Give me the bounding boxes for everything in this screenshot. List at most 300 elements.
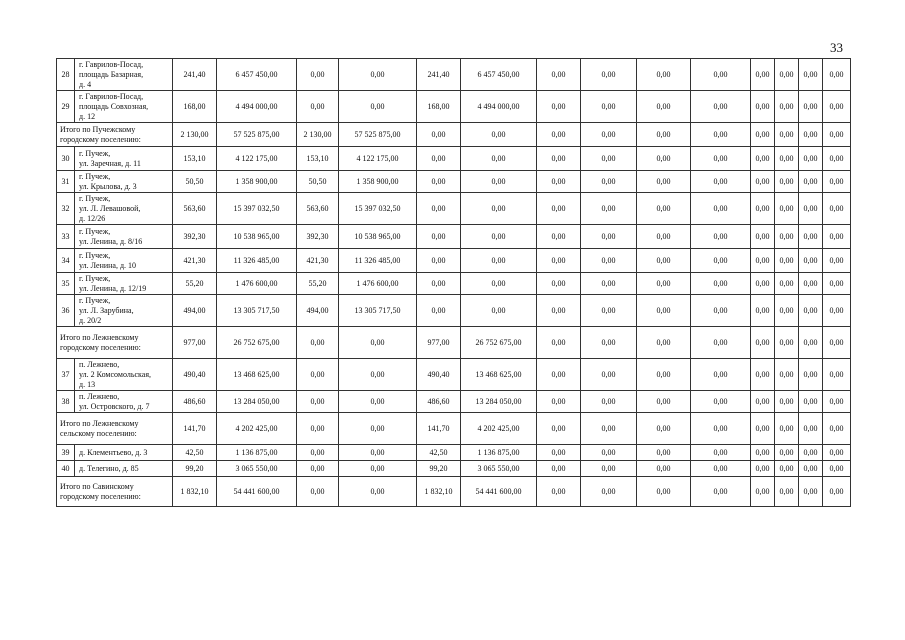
value-cell: 0,00 — [339, 359, 417, 391]
row-number: 37 — [57, 359, 75, 391]
value-cell: 0,00 — [297, 359, 339, 391]
address-line: ул. Л. Левашовой, — [79, 203, 141, 213]
address-cell — [75, 91, 173, 123]
value-cell: 4 202 425,00 — [461, 413, 537, 445]
value-cell: 486,60 — [173, 391, 217, 413]
value-cell: 0,00 — [775, 249, 799, 273]
address-line: ул. Л. Зарубина, — [79, 305, 134, 315]
value-cell: 421,30 — [173, 249, 217, 273]
value-cell: 0,00 — [581, 59, 637, 91]
value-cell: 0,00 — [581, 477, 637, 507]
value-cell: 0,00 — [637, 461, 691, 477]
address-cell — [75, 391, 173, 413]
value-cell: 0,00 — [581, 327, 637, 359]
row-number: 30 — [57, 147, 75, 171]
value-cell: 563,60 — [173, 193, 217, 225]
value-cell: 0,00 — [823, 171, 851, 193]
value-cell: 0,00 — [691, 147, 751, 171]
value-cell: 0,00 — [537, 327, 581, 359]
value-cell: 0,00 — [537, 193, 581, 225]
value-cell: 141,70 — [417, 413, 461, 445]
value-cell: 563,60 — [297, 193, 339, 225]
table-row — [57, 193, 851, 225]
value-cell: 0,00 — [637, 273, 691, 295]
row-number: 36 — [57, 295, 75, 327]
value-cell: 55,20 — [173, 273, 217, 295]
value-cell: 0,00 — [823, 147, 851, 171]
value-cell: 0,00 — [581, 225, 637, 249]
value-cell: 0,00 — [751, 225, 775, 249]
value-cell: 0,00 — [537, 171, 581, 193]
value-cell: 0,00 — [637, 59, 691, 91]
subtotal-row — [57, 413, 851, 445]
value-cell: 0,00 — [461, 147, 537, 171]
value-cell: 0,00 — [537, 225, 581, 249]
value-cell: 0,00 — [637, 147, 691, 171]
value-cell: 0,00 — [751, 445, 775, 461]
value-cell: 0,00 — [537, 445, 581, 461]
value-cell: 0,00 — [537, 273, 581, 295]
value-cell: 0,00 — [637, 171, 691, 193]
value-cell: 0,00 — [297, 477, 339, 507]
subtotal-row — [57, 123, 851, 147]
value-cell: 1 832,10 — [173, 477, 217, 507]
address-cell — [75, 445, 173, 461]
address-line: д. 12/26 — [79, 213, 106, 223]
value-cell: 0,00 — [775, 461, 799, 477]
value-cell: 57 525 875,00 — [217, 123, 297, 147]
value-cell: 392,30 — [173, 225, 217, 249]
address-line: ул. Заречная, д. 11 — [79, 158, 141, 168]
value-cell: 13 305 717,50 — [339, 295, 417, 327]
value-cell: 494,00 — [173, 295, 217, 327]
value-cell: 26 752 675,00 — [461, 327, 537, 359]
value-cell: 0,00 — [297, 391, 339, 413]
table-row — [57, 273, 851, 295]
value-cell: 0,00 — [417, 147, 461, 171]
value-cell: 2 130,00 — [297, 123, 339, 147]
address-line: ул. Ленина, д. 12/19 — [79, 283, 147, 293]
value-cell: 0,00 — [537, 413, 581, 445]
value-cell: 0,00 — [775, 59, 799, 91]
value-cell: 241,40 — [417, 59, 461, 91]
value-cell: 0,00 — [823, 327, 851, 359]
value-cell: 0,00 — [823, 59, 851, 91]
value-cell: 0,00 — [581, 461, 637, 477]
value-cell: 0,00 — [751, 295, 775, 327]
row-number: 32 — [57, 193, 75, 225]
value-cell: 3 065 550,00 — [217, 461, 297, 477]
value-cell: 0,00 — [581, 273, 637, 295]
value-cell: 0,00 — [537, 477, 581, 507]
value-cell: 0,00 — [775, 273, 799, 295]
value-cell: 0,00 — [799, 123, 823, 147]
value-cell: 0,00 — [417, 171, 461, 193]
value-cell: 0,00 — [691, 249, 751, 273]
value-cell: 0,00 — [637, 295, 691, 327]
value-cell: 0,00 — [823, 391, 851, 413]
subtotal-label-line: городскому поселению: — [60, 342, 141, 352]
row-number: 28 — [57, 59, 75, 91]
address-line: д. 13 — [79, 379, 96, 389]
value-cell: 0,00 — [297, 461, 339, 477]
value-cell: 4 494 000,00 — [461, 91, 537, 123]
address-cell — [75, 225, 173, 249]
value-cell: 0,00 — [799, 91, 823, 123]
value-cell: 50,50 — [297, 171, 339, 193]
value-cell: 0,00 — [823, 295, 851, 327]
value-cell: 1 832,10 — [417, 477, 461, 507]
value-cell: 0,00 — [461, 295, 537, 327]
value-cell: 153,10 — [297, 147, 339, 171]
value-cell: 0,00 — [823, 91, 851, 123]
value-cell: 10 538 965,00 — [217, 225, 297, 249]
value-cell: 0,00 — [537, 391, 581, 413]
address-cell — [75, 59, 173, 91]
value-cell: 0,00 — [581, 295, 637, 327]
address-line: д. Телегино, д. 85 — [79, 463, 139, 473]
value-cell: 0,00 — [637, 249, 691, 273]
value-cell: 0,00 — [537, 91, 581, 123]
table-row — [57, 295, 851, 327]
address-cell — [75, 249, 173, 273]
value-cell: 0,00 — [339, 445, 417, 461]
value-cell: 0,00 — [751, 59, 775, 91]
value-cell: 421,30 — [297, 249, 339, 273]
value-cell: 15 397 032,50 — [217, 193, 297, 225]
row-number: 33 — [57, 225, 75, 249]
value-cell: 0,00 — [751, 249, 775, 273]
address-line: д. Клементьево, д. 3 — [79, 447, 148, 457]
value-cell: 0,00 — [339, 461, 417, 477]
value-cell: 1 136 875,00 — [217, 445, 297, 461]
address-line: ул. Крылова, д. 3 — [79, 181, 137, 191]
address-line: г. Пучеж, — [79, 193, 111, 203]
subtotal-label-line: Итого по Пучежскому — [60, 124, 136, 134]
value-cell: 2 130,00 — [173, 123, 217, 147]
value-cell: 0,00 — [339, 327, 417, 359]
row-number: 29 — [57, 91, 75, 123]
value-cell: 0,00 — [461, 193, 537, 225]
value-cell: 0,00 — [823, 445, 851, 461]
value-cell: 0,00 — [691, 477, 751, 507]
value-cell: 11 326 485,00 — [217, 249, 297, 273]
value-cell: 0,00 — [581, 193, 637, 225]
value-cell: 0,00 — [823, 461, 851, 477]
value-cell: 0,00 — [751, 359, 775, 391]
value-cell: 0,00 — [461, 249, 537, 273]
value-cell: 13 305 717,50 — [217, 295, 297, 327]
value-cell: 0,00 — [775, 391, 799, 413]
value-cell: 0,00 — [637, 391, 691, 413]
value-cell: 0,00 — [581, 91, 637, 123]
address-line: г. Гаврилов-Посад, — [79, 91, 144, 101]
housing-program-table — [56, 58, 851, 507]
value-cell: 1 476 600,00 — [339, 273, 417, 295]
value-cell: 0,00 — [823, 225, 851, 249]
value-cell: 13 468 625,00 — [461, 359, 537, 391]
value-cell: 486,60 — [417, 391, 461, 413]
value-cell: 0,00 — [417, 273, 461, 295]
value-cell: 1 358 900,00 — [217, 171, 297, 193]
subtotal-label — [57, 327, 173, 359]
value-cell: 0,00 — [775, 123, 799, 147]
address-line: площадь Совхозная, — [79, 101, 149, 111]
value-cell: 0,00 — [297, 59, 339, 91]
value-cell: 0,00 — [581, 123, 637, 147]
subtotal-row — [57, 327, 851, 359]
value-cell: 0,00 — [691, 391, 751, 413]
value-cell: 0,00 — [775, 147, 799, 171]
value-cell: 3 065 550,00 — [461, 461, 537, 477]
value-cell: 0,00 — [823, 413, 851, 445]
value-cell: 0,00 — [799, 445, 823, 461]
address-line: г. Пучеж, — [79, 226, 111, 236]
value-cell: 977,00 — [173, 327, 217, 359]
value-cell: 0,00 — [799, 59, 823, 91]
value-cell: 490,40 — [173, 359, 217, 391]
value-cell: 0,00 — [297, 327, 339, 359]
value-cell: 0,00 — [637, 413, 691, 445]
value-cell: 241,40 — [173, 59, 217, 91]
value-cell: 0,00 — [581, 413, 637, 445]
value-cell: 0,00 — [297, 91, 339, 123]
address-line: ул. Ленина, д. 10 — [79, 260, 137, 270]
value-cell: 0,00 — [751, 171, 775, 193]
address-line: п. Лежнево, — [79, 391, 120, 401]
address-line: ул. 2 Комсомольская, — [79, 369, 152, 379]
value-cell: 0,00 — [461, 123, 537, 147]
value-cell: 10 538 965,00 — [339, 225, 417, 249]
row-number: 38 — [57, 391, 75, 413]
table-row — [57, 59, 851, 91]
value-cell: 0,00 — [799, 249, 823, 273]
row-number: 39 — [57, 445, 75, 461]
value-cell: 0,00 — [751, 193, 775, 225]
value-cell: 0,00 — [775, 327, 799, 359]
value-cell: 0,00 — [297, 413, 339, 445]
value-cell: 4 202 425,00 — [217, 413, 297, 445]
value-cell: 0,00 — [775, 171, 799, 193]
value-cell: 4 122 175,00 — [339, 147, 417, 171]
subtotal-label-line: городскому поселению: — [60, 134, 141, 144]
value-cell: 0,00 — [581, 171, 637, 193]
address-line: г. Пучеж, — [79, 273, 111, 283]
value-cell: 0,00 — [751, 413, 775, 445]
row-number: 31 — [57, 171, 75, 193]
page-number: 33 — [830, 40, 843, 55]
value-cell: 0,00 — [751, 461, 775, 477]
value-cell: 0,00 — [799, 327, 823, 359]
value-cell: 0,00 — [537, 295, 581, 327]
value-cell: 0,00 — [637, 225, 691, 249]
address-line: г. Пучеж, — [79, 171, 111, 181]
value-cell: 0,00 — [581, 249, 637, 273]
value-cell: 0,00 — [751, 391, 775, 413]
value-cell: 0,00 — [691, 171, 751, 193]
value-cell: 0,00 — [461, 171, 537, 193]
value-cell: 54 441 600,00 — [217, 477, 297, 507]
value-cell: 0,00 — [537, 359, 581, 391]
value-cell: 0,00 — [799, 413, 823, 445]
value-cell: 0,00 — [691, 327, 751, 359]
value-cell: 494,00 — [297, 295, 339, 327]
value-cell: 0,00 — [691, 295, 751, 327]
address-line: г. Пучеж, — [79, 295, 111, 305]
table-row — [57, 445, 851, 461]
table-row — [57, 147, 851, 171]
value-cell: 392,30 — [297, 225, 339, 249]
value-cell: 13 284 050,00 — [217, 391, 297, 413]
table-row — [57, 359, 851, 391]
row-number: 35 — [57, 273, 75, 295]
address-cell — [75, 193, 173, 225]
value-cell: 0,00 — [799, 147, 823, 171]
value-cell: 1 476 600,00 — [217, 273, 297, 295]
value-cell: 0,00 — [823, 273, 851, 295]
table-row — [57, 91, 851, 123]
table-row — [57, 391, 851, 413]
value-cell: 11 326 485,00 — [339, 249, 417, 273]
value-cell: 0,00 — [691, 461, 751, 477]
value-cell: 0,00 — [775, 413, 799, 445]
value-cell: 0,00 — [637, 445, 691, 461]
value-cell: 13 468 625,00 — [217, 359, 297, 391]
value-cell: 0,00 — [581, 391, 637, 413]
row-number: 40 — [57, 461, 75, 477]
value-cell: 0,00 — [581, 359, 637, 391]
value-cell: 0,00 — [799, 359, 823, 391]
value-cell: 0,00 — [537, 461, 581, 477]
value-cell: 0,00 — [775, 91, 799, 123]
value-cell: 0,00 — [775, 225, 799, 249]
value-cell: 0,00 — [339, 477, 417, 507]
address-line: д. 4 — [79, 79, 92, 89]
value-cell: 0,00 — [417, 225, 461, 249]
value-cell: 15 397 032,50 — [339, 193, 417, 225]
value-cell: 1 358 900,00 — [339, 171, 417, 193]
value-cell: 0,00 — [823, 249, 851, 273]
value-cell: 0,00 — [751, 273, 775, 295]
value-cell: 0,00 — [691, 91, 751, 123]
value-cell: 0,00 — [537, 147, 581, 171]
address-cell — [75, 461, 173, 477]
value-cell: 0,00 — [775, 359, 799, 391]
value-cell: 0,00 — [417, 249, 461, 273]
value-cell: 0,00 — [751, 147, 775, 171]
table-row — [57, 225, 851, 249]
value-cell: 57 525 875,00 — [339, 123, 417, 147]
value-cell: 13 284 050,00 — [461, 391, 537, 413]
value-cell: 977,00 — [417, 327, 461, 359]
value-cell: 0,00 — [637, 193, 691, 225]
address-line: ул. Ленина, д. 8/16 — [79, 236, 143, 246]
value-cell: 0,00 — [339, 413, 417, 445]
value-cell: 4 494 000,00 — [217, 91, 297, 123]
value-cell: 0,00 — [581, 445, 637, 461]
value-cell: 99,20 — [417, 461, 461, 477]
value-cell: 0,00 — [751, 327, 775, 359]
value-cell: 0,00 — [799, 193, 823, 225]
value-cell: 0,00 — [799, 461, 823, 477]
subtotal-label — [57, 413, 173, 445]
value-cell: 153,10 — [173, 147, 217, 171]
value-cell: 0,00 — [751, 91, 775, 123]
value-cell: 0,00 — [799, 477, 823, 507]
value-cell: 0,00 — [775, 445, 799, 461]
value-cell: 0,00 — [799, 171, 823, 193]
value-cell: 0,00 — [637, 91, 691, 123]
value-cell: 0,00 — [637, 359, 691, 391]
address-cell — [75, 273, 173, 295]
table-row — [57, 249, 851, 273]
value-cell: 1 136 875,00 — [461, 445, 537, 461]
address-cell — [75, 171, 173, 193]
value-cell: 168,00 — [173, 91, 217, 123]
value-cell: 0,00 — [691, 359, 751, 391]
value-cell: 0,00 — [823, 359, 851, 391]
value-cell: 0,00 — [691, 445, 751, 461]
value-cell: 0,00 — [637, 327, 691, 359]
value-cell: 0,00 — [775, 193, 799, 225]
subtotal-label — [57, 477, 173, 507]
value-cell: 0,00 — [691, 123, 751, 147]
address-cell — [75, 147, 173, 171]
value-cell: 0,00 — [417, 193, 461, 225]
value-cell: 4 122 175,00 — [217, 147, 297, 171]
value-cell: 50,50 — [173, 171, 217, 193]
table-row — [57, 171, 851, 193]
value-cell: 0,00 — [691, 413, 751, 445]
value-cell: 0,00 — [297, 445, 339, 461]
subtotal-label-line: Итого по Савинскому — [60, 481, 134, 491]
value-cell: 0,00 — [799, 225, 823, 249]
value-cell: 141,70 — [173, 413, 217, 445]
address-line: ул. Островского, д. 7 — [79, 401, 150, 411]
value-cell: 0,00 — [691, 225, 751, 249]
value-cell: 0,00 — [691, 59, 751, 91]
subtotal-row — [57, 477, 851, 507]
value-cell: 0,00 — [691, 273, 751, 295]
value-cell: 0,00 — [823, 477, 851, 507]
subtotal-label-line: Итого по Лежневскому — [60, 332, 139, 342]
address-line: г. Пучеж, — [79, 148, 111, 158]
address-line: г. Гаврилов-Посад, — [79, 59, 144, 69]
value-cell: 0,00 — [537, 59, 581, 91]
address-line: площадь Базарная, — [79, 69, 144, 79]
subtotal-label — [57, 123, 173, 147]
value-cell: 55,20 — [297, 273, 339, 295]
value-cell: 490,40 — [417, 359, 461, 391]
address-line: г. Пучеж, — [79, 250, 111, 260]
address-line: д. 12 — [79, 111, 96, 121]
address-cell — [75, 295, 173, 327]
value-cell: 0,00 — [581, 147, 637, 171]
value-cell: 168,00 — [417, 91, 461, 123]
address-cell — [75, 359, 173, 391]
value-cell: 26 752 675,00 — [217, 327, 297, 359]
value-cell: 0,00 — [799, 295, 823, 327]
value-cell: 0,00 — [691, 193, 751, 225]
value-cell: 0,00 — [537, 123, 581, 147]
value-cell: 42,50 — [417, 445, 461, 461]
value-cell: 0,00 — [775, 477, 799, 507]
value-cell: 0,00 — [461, 273, 537, 295]
value-cell: 0,00 — [799, 273, 823, 295]
subtotal-label-line: сельскому поселению: — [60, 428, 137, 438]
value-cell: 0,00 — [461, 225, 537, 249]
value-cell: 0,00 — [751, 477, 775, 507]
